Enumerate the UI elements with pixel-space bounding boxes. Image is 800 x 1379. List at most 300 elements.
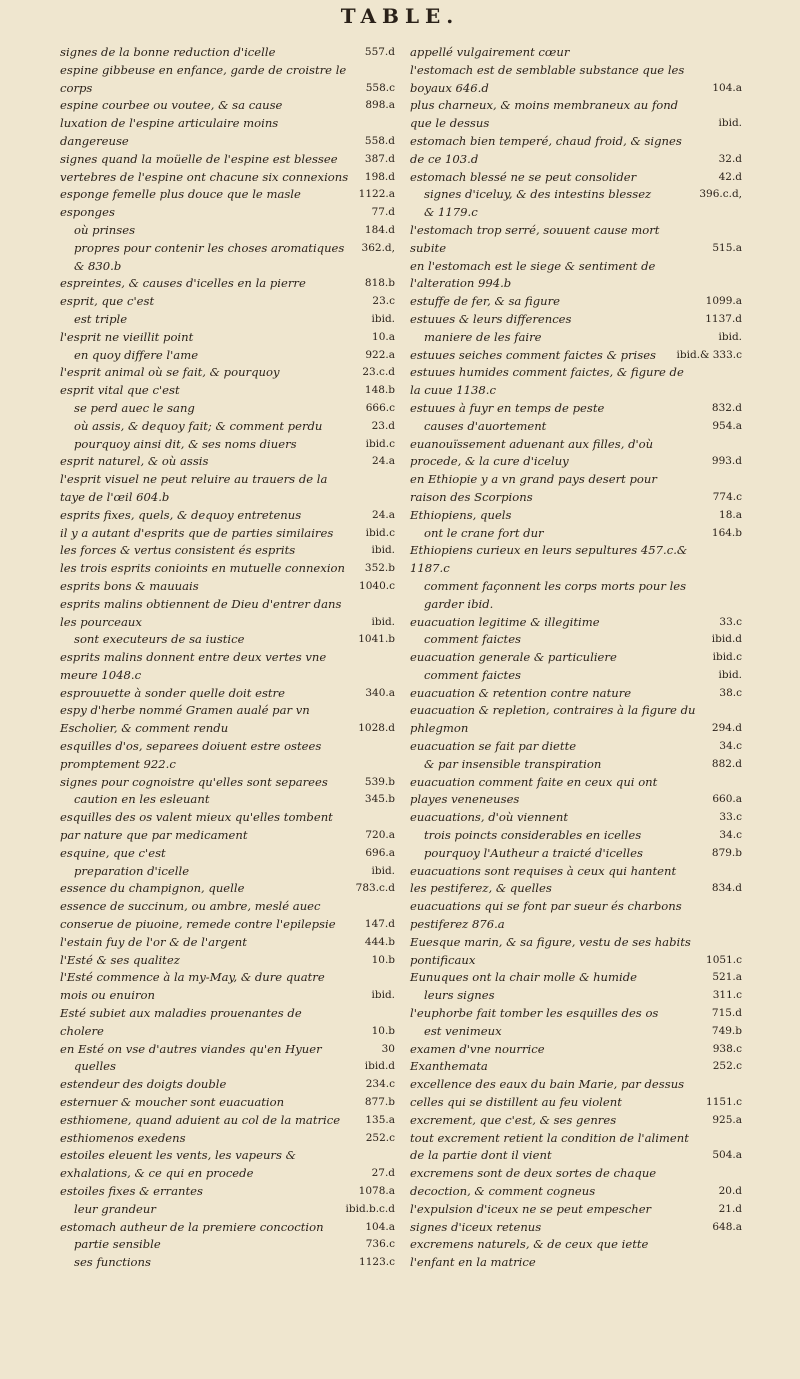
index-entry [410, 1005, 742, 1023]
entry-text: l'Esté & ses qualitez [60, 952, 180, 967]
entry-text: espy d'herbe nommé Gramen aualé par vn Escholier, & comment rendu [60, 703, 310, 736]
entry-text: signes d'iceluy, & des intestins blessez [424, 187, 652, 202]
entry-text: signes de la bonne reduction d'icelle [60, 45, 276, 59]
index-entry [410, 898, 742, 934]
index-entry [60, 1041, 395, 1059]
entry-page-ref: 147.d [364, 918, 395, 931]
entry-text: esprits malins donnent entre deux vertes vne meure 1048.c [60, 650, 327, 682]
entry-page-ref: ibid. [371, 864, 395, 877]
index-entry [410, 614, 742, 632]
index-entry [60, 97, 395, 115]
entry-text: esthiomenos exedens [60, 1130, 186, 1145]
entry-page-ref: 1041.b [358, 633, 395, 646]
entry-text: appellé vulgairement cœur [410, 45, 570, 59]
entry-text: trois poincts considerables en icelles [424, 828, 642, 843]
index-entry [410, 1130, 742, 1166]
entry-text: excellence des eaux du bain Marie, par dessus celles qui se distillent au feu violent [410, 1077, 685, 1110]
index-entry [410, 934, 742, 970]
index-entry [60, 1236, 395, 1254]
entry-page-ref: 558.c [365, 81, 395, 94]
entry-page-ref: 184.d [364, 223, 395, 236]
entry-text: est triple [74, 311, 128, 326]
index-entry [60, 578, 395, 596]
entry-text: en quoy differe l'ame [74, 347, 199, 362]
entry-text: pourquoy ainsi dit, & ses noms diuers [74, 436, 297, 451]
index-entry [410, 1219, 742, 1237]
entry-text: & 830.b [74, 258, 122, 273]
entry-page-ref: 20.d [718, 1185, 742, 1197]
index-entry [410, 649, 742, 667]
entry-text: tout excrement retient la condition de l'aliment de la partie dont il vient [410, 1130, 689, 1163]
entry-page-ref: 387.d [364, 152, 395, 165]
entry-page-ref: 954.a [712, 419, 742, 432]
entry-text: esquilles d'os, separees doiuent estre ostees promptement 922.c [60, 739, 322, 771]
index-entry [60, 311, 395, 329]
entry-text: Ethiopiens curieux en leurs sepultures 457.c.& 1187.c [410, 543, 688, 576]
index-entry [60, 151, 395, 169]
entry-text: l'expulsion d'iceux ne se peut empescher [410, 1201, 652, 1216]
entry-text: comment faictes [424, 667, 522, 682]
index-entry [60, 1076, 395, 1094]
entry-page-ref: 345.b [364, 793, 395, 806]
index-entry [410, 1165, 742, 1201]
entry-text: euanouïssement aduenant aux filles, d'où procede, & la cure d'iceluy [410, 436, 654, 469]
entry-text: ses functions [74, 1255, 151, 1270]
entry-page-ref: 252.c [712, 1060, 742, 1073]
index-entry [60, 347, 395, 365]
entry-page-ref: 1122.a [358, 188, 395, 201]
entry-page-ref: ibid. [718, 117, 742, 130]
index-entry [410, 418, 742, 436]
index-entry [60, 649, 395, 685]
entry-text: euacuation & retention contre nature [410, 685, 632, 700]
index-entry [410, 1201, 742, 1219]
entry-text: signes quand la moüelle de l'espine est blessee [60, 151, 338, 166]
entry-text: signes d'iceux retenus [410, 1219, 542, 1234]
entry-text: où prinses [74, 222, 136, 237]
entry-text: il y a autant d'esprits que de parties similaires [60, 525, 334, 540]
index-entry [410, 97, 742, 133]
entry-page-ref: 10.b [371, 1024, 395, 1037]
entry-text: esquine, que c'est [60, 845, 166, 860]
entry-text: estuues humides comment faictes, & figure de la cuue 1138.c [410, 365, 684, 398]
entry-page-ref: 444.b [364, 935, 395, 948]
index-entry [410, 667, 742, 685]
page-title: TABLE. [340, 4, 460, 28]
entry-text: l'estain fuy de l'or & de l'argent [60, 934, 247, 949]
index-entry [60, 400, 395, 418]
index-entry [60, 169, 395, 187]
entry-page-ref: 648.a [712, 1220, 742, 1233]
index-entry [410, 1076, 742, 1112]
entry-page-ref: 34.c [719, 829, 742, 842]
entry-text: Ethiopiens, quels [410, 507, 512, 522]
entry-text: partie sensible [74, 1237, 161, 1252]
entry-page-ref: 521.a [712, 971, 742, 984]
entry-page-ref: ibid. [371, 544, 395, 557]
index-entry [410, 1112, 742, 1130]
entry-text: estoiles eleuent les vents, les vapeurs & exhalations, & ce qui en procede [60, 1148, 296, 1181]
entry-text: est venimeux [424, 1023, 502, 1038]
entry-page-ref: 198.d [364, 170, 395, 183]
entry-page-ref: 27.d [371, 1167, 395, 1180]
entry-page-ref: 33.c [719, 615, 742, 628]
entry-text: essence du champignon, quelle [60, 881, 245, 896]
index-entry [410, 204, 742, 222]
entry-page-ref: 898.a [365, 99, 395, 112]
entry-page-ref: 10.a [372, 330, 395, 343]
entry-page-ref: 104.a [365, 1220, 395, 1233]
entry-text: esprits malins obtiennent de Dieu d'entrer dans les pourceaux [60, 596, 342, 629]
entry-text: l'esprit animal où se fait, & pourquoy [60, 365, 280, 380]
entry-text: l'euphorbe fait tomber les esquilles des os [410, 1006, 659, 1021]
entry-text: espine courbee ou voutee, & sa cause [60, 98, 283, 113]
entry-text: estuues seiches comment faictes & prises [410, 347, 657, 362]
entry-text: causes d'auortement [424, 418, 547, 433]
entry-page-ref: 311.c [712, 989, 742, 1002]
entry-text: euacuation se fait par diette [410, 739, 577, 754]
entry-text: signes pour cognoistre qu'elles sont separees [60, 774, 328, 789]
entry-text: estomach blessé ne se peut consolider [410, 169, 637, 184]
entry-text: esprit vital que c'est [60, 383, 180, 398]
index-entry [410, 525, 742, 543]
entry-text: esquilles des os valent mieux qu'elles tombent par nature que par medicament [60, 810, 333, 843]
entry-page-ref: 539.b [364, 775, 395, 788]
entry-page-ref: ibid.c [365, 437, 395, 450]
entry-text: quelles [74, 1059, 116, 1074]
index-entry [60, 702, 395, 738]
index-entry [410, 62, 742, 98]
entry-page-ref: ibid.d [364, 1060, 395, 1073]
entry-text: propres pour contenir les choses aromatiques [74, 240, 345, 255]
index-entry [60, 898, 395, 934]
index-entry [410, 311, 742, 329]
entry-text: caution en les esleuant [74, 792, 210, 807]
entry-text: l'estomach trop serré, souuent cause mort subite [410, 222, 660, 255]
entry-page-ref: 252.c [365, 1131, 395, 1144]
entry-text: euacuations, d'où viennent [410, 810, 569, 825]
entry-text: en Ethiopie y a vn grand pays desert pour raison des Scorpions [410, 472, 657, 504]
index-entry [410, 364, 742, 400]
entry-page-ref: 32.d [718, 152, 742, 165]
entry-page-ref: 666.c [365, 401, 395, 414]
entry-text: excrement, que c'est, & ses genres [410, 1112, 617, 1127]
entry-text: esternuer & moucher sont euacuation [60, 1095, 285, 1110]
index-entry [410, 827, 742, 845]
index-entry [60, 863, 395, 881]
index-entry [410, 133, 742, 169]
entry-text: estuffe de fer, & sa figure [410, 294, 561, 309]
entry-text: esprouuette à sonder quelle doit estre [60, 685, 285, 700]
index-entry [60, 1094, 395, 1112]
entry-page-ref: 925.a [712, 1113, 742, 1126]
index-entry [60, 240, 395, 258]
entry-page-ref: ibid.b.c.d [345, 1202, 395, 1215]
index-entry [410, 738, 742, 756]
index-entry [60, 364, 395, 382]
index-entry [60, 1130, 395, 1148]
index-entry [410, 685, 742, 703]
entry-page-ref: ibid. [718, 668, 742, 681]
entry-text: euacuation legitime & illegitime [410, 614, 600, 629]
index-entry [60, 596, 395, 632]
entry-text: & par insensible transpiration [424, 756, 602, 771]
entry-page-ref: 696.a [365, 846, 395, 859]
entry-page-ref: 234.c [365, 1078, 395, 1091]
entry-text: esprit, que c'est [60, 294, 155, 309]
index-entry [60, 542, 395, 560]
entry-page-ref: 938.c [712, 1042, 742, 1055]
index-entry [410, 222, 742, 258]
index-entry [60, 1005, 395, 1041]
entry-page-ref: 1078.a [358, 1185, 395, 1197]
entry-text: espine gibbeuse en enfance, garde de croistre le corps [60, 62, 347, 95]
index-entry [410, 702, 742, 738]
entry-page-ref: 882.d [711, 757, 742, 770]
entry-text: Esté subiet aux maladies prouenantes de cholere [60, 1006, 302, 1038]
entry-text: Euesque marin, & sa figure, vestu de ses habits pontificaux [410, 934, 691, 967]
entry-page-ref: 10.b [371, 953, 395, 966]
entry-text: pourquoy l'Autheur a traicté d'icelles [424, 845, 643, 860]
entry-text: estomach bien temperé, chaud froid, & signes de ce 103.d [410, 133, 682, 166]
entry-page-ref: 660.a [712, 793, 742, 806]
index-entry [410, 293, 742, 311]
entry-page-ref: 818.b [364, 277, 395, 290]
index-entry [410, 507, 742, 525]
entry-text: vertebres de l'espine ont chacune six connexions [60, 169, 349, 184]
entry-text: se perd auec le sang [74, 400, 195, 415]
index-entry [410, 471, 742, 507]
index-entry [410, 845, 742, 863]
entry-text: esponges [60, 205, 115, 220]
index-entry [60, 1058, 395, 1076]
entry-text: luxation de l'espine articulaire moins dangereuse [60, 116, 279, 148]
entry-text: où assis, & dequoy fait; & comment perdu [74, 418, 323, 433]
index-entry [410, 987, 742, 1005]
entry-text: excremens sont de deux sortes de chaque decoction, & comment cogneus [410, 1166, 657, 1198]
index-entry [60, 222, 395, 240]
entry-page-ref: 557.d [364, 46, 395, 58]
entry-text: euacuation comment faite en ceux qui ont playes veneneuses [410, 774, 658, 807]
entry-page-ref: 774.c [712, 490, 742, 503]
entry-page-ref: 23.c [372, 295, 395, 308]
index-entry [410, 169, 742, 187]
index-entry [60, 418, 395, 436]
entry-page-ref: 24.a [372, 455, 395, 468]
entry-page-ref: 832.d [711, 401, 742, 414]
entry-page-ref: 34.c [719, 740, 742, 753]
entry-page-ref: 42.d [718, 170, 742, 183]
entry-page-ref: 1099.a [705, 295, 742, 308]
entry-page-ref: 1040.c [359, 579, 395, 592]
index-entry [60, 471, 395, 507]
index-entry [60, 880, 395, 898]
index-entry [60, 1112, 395, 1130]
index-entry [410, 578, 742, 614]
entry-page-ref: ibid.& 333.c [676, 348, 742, 361]
index-entry [60, 774, 395, 792]
entry-page-ref: 993.d [711, 455, 742, 468]
index-entry [60, 934, 395, 952]
index-entry [410, 542, 742, 578]
index-entry [60, 525, 395, 543]
index-entry [60, 436, 395, 454]
entry-text: estomach autheur de la premiere concoction [60, 1219, 324, 1234]
entry-page-ref: 23.c.d [362, 366, 395, 379]
entry-page-ref: 879.b [711, 846, 742, 859]
index-entry [410, 774, 742, 810]
index-entry [60, 560, 395, 578]
entry-text: comment faictes [424, 632, 522, 647]
entry-text: l'estomach est de semblable substance que les boyaux 646.d [410, 62, 685, 95]
entry-page-ref: 38.c [719, 686, 742, 699]
entry-page-ref: 1137.d [705, 312, 742, 325]
entry-text: esprits fixes, quels, & dequoy entretenus [60, 507, 302, 522]
entry-text: esprit naturel, & où assis [60, 454, 209, 469]
entry-text: comment façonnent les corps morts pour les garder ibid. [424, 578, 687, 611]
entry-text: esponge femelle plus douce que le masle [60, 187, 301, 202]
index-entry [60, 1183, 395, 1201]
entry-page-ref: ibid. [718, 330, 742, 343]
entry-page-ref: 783.c.d [355, 882, 395, 895]
index-entry [60, 631, 395, 649]
entry-page-ref: ibid. [371, 312, 395, 325]
index-entry [410, 756, 742, 774]
index-entry [60, 62, 395, 98]
entry-text: plus charneux, & moins membraneux au fond que le dessus [410, 98, 679, 131]
entry-text: Exanthemata [410, 1059, 488, 1074]
entry-text: estuues & leurs differences [410, 311, 572, 326]
index-entry [410, 1041, 742, 1059]
entry-text: euacuations sont requises à ceux qui hantent les pestiferez, & quelles [410, 863, 677, 896]
entry-page-ref: 23.d [371, 419, 395, 432]
entry-page-ref: 340.a [365, 686, 395, 699]
entry-text: l'esprit ne vieillit point [60, 329, 194, 344]
entry-text: Eunuques ont la chair molle & humide [410, 970, 638, 985]
right-column [410, 44, 742, 1272]
entry-page-ref: 749.b [711, 1024, 742, 1037]
index-entry [60, 453, 395, 471]
index-entry [60, 329, 395, 347]
entry-text: excremens naturels, & de ceux que iette l'enfant en la matrice [410, 1237, 649, 1270]
entry-text: & 1179.c [424, 205, 478, 220]
entry-page-ref: ibid.c [712, 651, 742, 664]
entry-text: en l'estomach est le siege & sentiment de l'alteration 994.b [410, 258, 656, 291]
entry-text: leurs signes [424, 988, 495, 1003]
entry-page-ref: 396.c.d, [699, 188, 742, 201]
entry-text: estuues à fuyr en temps de peste [410, 400, 605, 415]
index-entry [410, 969, 742, 987]
index-entry [60, 115, 395, 151]
index-entry [60, 845, 395, 863]
entry-text: estoiles fixes & errantes [60, 1184, 203, 1198]
index-entry [60, 204, 395, 222]
entry-text: euacuations qui se font par sueur és charbons pestiferez 876.a [410, 899, 682, 932]
entry-page-ref: 148.b [364, 384, 395, 397]
index-entry [60, 1254, 395, 1272]
index-entry [410, 436, 742, 472]
entry-page-ref: 1151.c [706, 1096, 742, 1109]
entry-page-ref: 24.a [372, 508, 395, 521]
index-entry [60, 507, 395, 525]
entry-text: euacuation generale & particuliere [410, 650, 617, 665]
entry-text: les trois esprits conioints en mutuelle connexion [60, 561, 345, 576]
entry-page-ref: 135.a [365, 1113, 395, 1126]
index-entry [410, 44, 742, 62]
entry-text: sont executeurs de sa iustice [74, 632, 245, 647]
entry-page-ref: 77.d [371, 206, 395, 219]
entry-page-ref: 33.c [719, 811, 742, 824]
index-entry [60, 258, 395, 276]
entry-page-ref: ibid.c [365, 526, 395, 539]
index-entry [410, 347, 742, 365]
entry-page-ref: 834.d [711, 882, 742, 895]
index-entry [60, 1201, 395, 1219]
entry-text: essence de succinum, ou ambre, meslé auec conserue de piuoine, remede contre l'epilepsie [60, 899, 336, 932]
entry-page-ref: 922.a [365, 348, 395, 361]
index-entry [410, 329, 742, 347]
entry-page-ref: 30 [381, 1042, 395, 1055]
entry-page-ref: 164.b [711, 526, 742, 539]
entry-page-ref: 1123.c [359, 1256, 395, 1269]
entry-page-ref: 21.d [718, 1202, 742, 1215]
index-entry [60, 738, 395, 774]
index-entry [60, 1147, 395, 1183]
index-entry [60, 809, 395, 845]
entry-page-ref: 1051.c [706, 953, 742, 966]
entry-page-ref: 1028.d [358, 722, 395, 735]
index-entry [410, 258, 742, 294]
index-entry [60, 969, 395, 1005]
index-entry [410, 186, 742, 204]
entry-page-ref: 18.a [719, 508, 742, 521]
index-entry [60, 293, 395, 311]
entry-page-ref: 504.a [712, 1149, 742, 1162]
left-column [60, 44, 395, 1272]
entry-text: l'Esté commence à la my-May, & dure quatre mois ou enuiron [60, 970, 325, 1003]
entry-text: les forces & vertus consistent és esprits [60, 543, 296, 558]
entry-page-ref: 294.d [711, 722, 742, 735]
entry-page-ref: 877.b [364, 1096, 395, 1109]
index-entry [60, 791, 395, 809]
entry-text: preparation d'icelle [74, 863, 190, 878]
entry-page-ref: ibid.d [711, 633, 742, 646]
entry-text: en Esté on vse d'autres viandes qu'en Hyuer [60, 1041, 322, 1056]
entry-page-ref: 362.d, [361, 241, 395, 254]
entry-text: leur grandeur [74, 1201, 156, 1216]
index-entry [410, 1023, 742, 1041]
entry-page-ref: 558.d [364, 134, 395, 147]
entry-text: espreintes, & causes d'icelles en la pierre [60, 276, 306, 291]
index-entry [410, 1058, 742, 1076]
entry-page-ref: 736.c [365, 1238, 395, 1251]
index-entry [410, 631, 742, 649]
entry-page-ref: 515.a [712, 241, 742, 254]
entry-page-ref: 715.d [711, 1007, 742, 1020]
index-entry [410, 809, 742, 827]
index-entry [60, 275, 395, 293]
entry-page-ref: ibid. [371, 989, 395, 1002]
entry-text: estendeur des doigts double [60, 1077, 227, 1092]
entry-page-ref: ibid. [371, 615, 395, 628]
entry-page-ref: 104.a [712, 81, 742, 94]
entry-page-ref: 352.b [364, 562, 395, 575]
index-entry [60, 952, 395, 970]
entry-text: esthiomene, quand aduient au col de la matrice [60, 1112, 341, 1127]
index-entry [410, 863, 742, 899]
entry-text: maniere de les faire [424, 329, 542, 344]
entry-text: l'esprit visuel ne peut reluire au trauers de la taye de l'œil 604.b [60, 472, 328, 504]
